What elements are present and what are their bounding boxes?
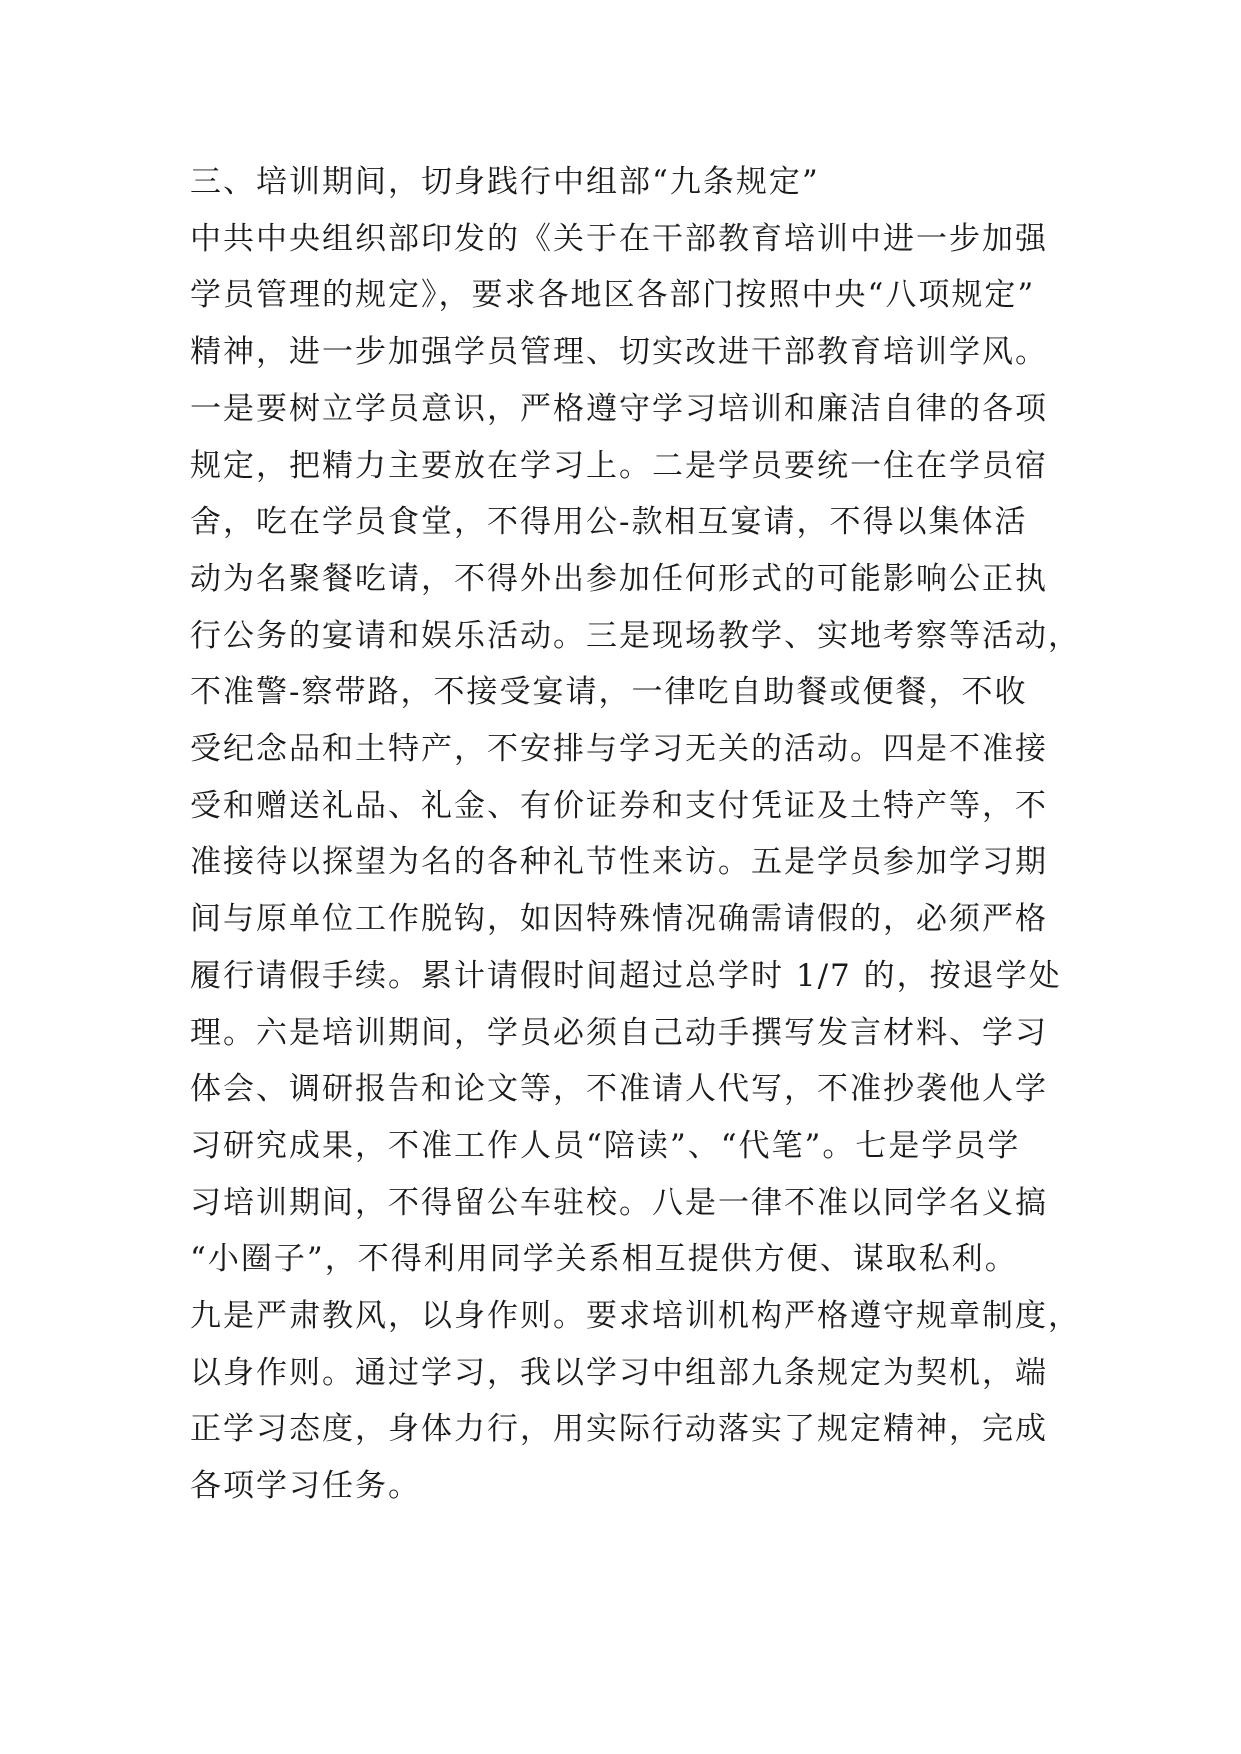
paragraph-line: 正学习态度，身体力行，用实际行动落实了规定精神，完成 xyxy=(190,1411,1048,1448)
paragraph-line: 动为名聚餐吃请，不得外出参加任何形式的可能影响公正执 xyxy=(190,560,1048,597)
paragraph-line: 九是严肃教风，以身作则。要求培训机构严格遵守规章制度， xyxy=(190,1298,1081,1335)
paragraph-line: 习研究成果，不准工作人员“陪读”、“代笔”。七是学员学 xyxy=(190,1127,1021,1164)
paragraph-line: 履行请假手续。累计请假时间超过总学时 1/7 的，按退学处 xyxy=(190,957,1062,994)
paragraph-line: 不准警-察带路，不接受宴请，一律吃自助餐或便餐，不收 xyxy=(190,674,1028,711)
paragraph-line: 以身作则。通过学习，我以学习中组部九条规定为契机，端 xyxy=(190,1354,1048,1391)
paragraph-line: 理。六是培训期间，学员必须自己动手撰写发言材料、学习 xyxy=(190,1014,1048,1051)
paragraph-line: 准接待以探望为名的各种礼节性来访。五是学员参加学习期 xyxy=(190,844,1048,881)
paragraph-line: “小圈子”，不得利用同学关系相互提供方便、谋取私利。 xyxy=(190,1241,1018,1278)
paragraph-line: 规定，把精力主要放在学习上。二是学员要统一住在学员宿 xyxy=(190,447,1048,484)
body-paragraph xyxy=(190,211,1081,1515)
section-heading: 三、培训期间，切身践行中组部“九条规定” xyxy=(190,164,820,200)
paragraph-line: 受和赠送礼品、礼金、有价证券和支付凭证及土特产等，不 xyxy=(190,787,1048,824)
paragraph-line: 间与原单位工作脱钩，如因特殊情况确需请假的，必须严格 xyxy=(190,901,1048,938)
paragraph-line: 精神，进一步加强学员管理、切实改进干部教育培训学风。 xyxy=(190,334,1048,371)
paragraph-line: 舍，吃在学员食堂，不得用公-款相互宴请，不得以集体活 xyxy=(190,504,1028,541)
paragraph-line: 习培训期间，不得留公车驻校。八是一律不准以同学名义搞 xyxy=(190,1184,1048,1221)
document-body xyxy=(190,154,1081,1515)
paragraph-line: 行公务的宴请和娱乐活动。三是现场教学、实地考察等活动， xyxy=(190,617,1081,654)
paragraph-line: 体会、调研报告和论文等，不准请人代写，不准抄袭他人学 xyxy=(190,1071,1048,1108)
paragraph-line: 各项学习任务。 xyxy=(190,1468,421,1505)
paragraph-line: 中共中央组织部印发的《关于在干部教育培训中进一步加强 xyxy=(190,220,1048,257)
paragraph-line: 受纪念品和土特产，不安排与学习无关的活动。四是不准接 xyxy=(190,731,1048,768)
paragraph-line: 学员管理的规定》，要求各地区各部门按照中央“八项规定” xyxy=(190,277,1036,314)
paragraph-line: 一是要树立学员意识，严格遵守学习培训和廉洁自律的各项 xyxy=(190,390,1048,427)
